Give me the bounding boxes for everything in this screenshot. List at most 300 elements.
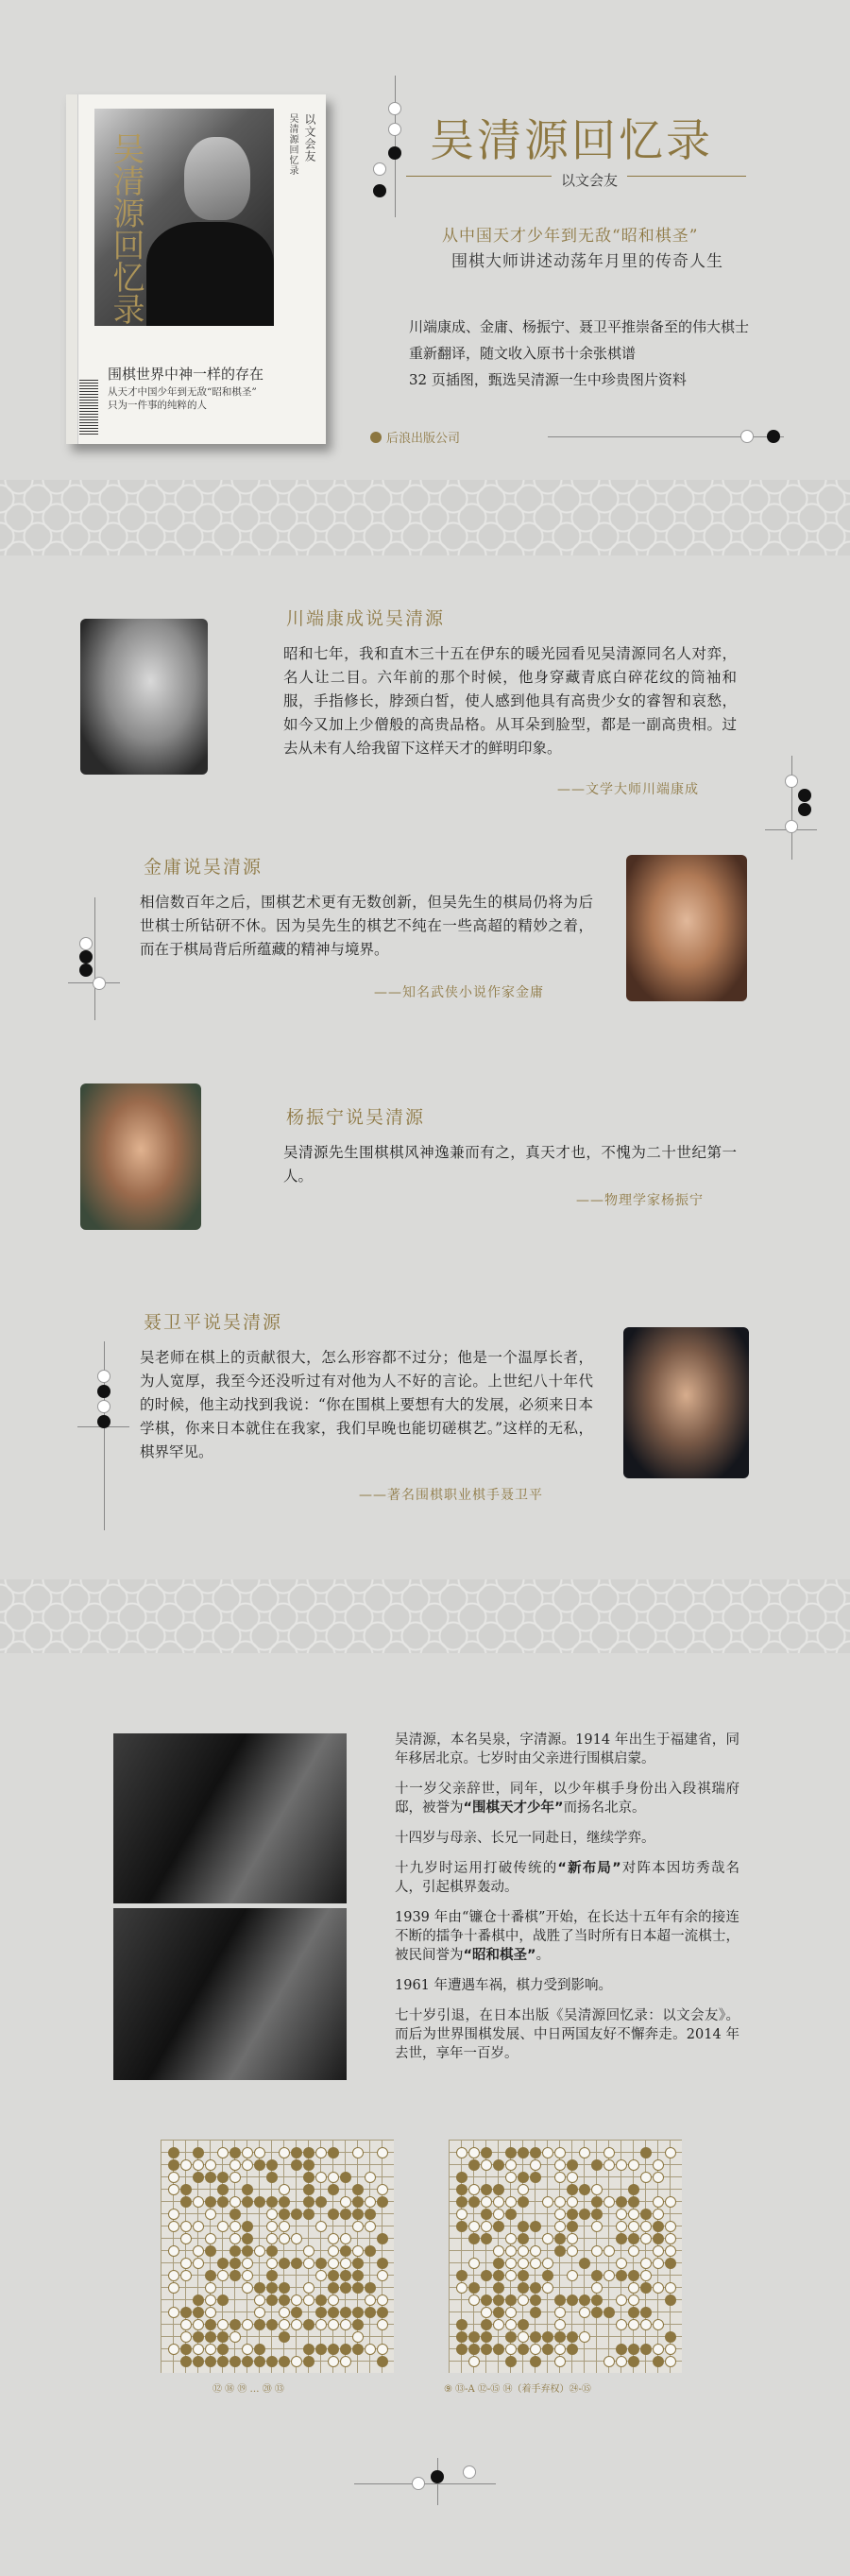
decor-line bbox=[94, 897, 95, 1020]
black-stone-icon bbox=[640, 2147, 652, 2158]
white-stone-icon bbox=[373, 162, 386, 176]
white-stone-icon bbox=[530, 2159, 541, 2171]
black-stone-icon bbox=[217, 2356, 229, 2367]
white-stone-icon bbox=[193, 2196, 204, 2208]
black-stone-icon bbox=[530, 2147, 541, 2158]
quote-signature: ——文学大师川端康成 bbox=[557, 782, 699, 797]
white-stone-icon bbox=[665, 2356, 676, 2367]
black-stone-icon bbox=[230, 2245, 241, 2257]
white-stone-icon bbox=[180, 2270, 192, 2281]
white-stone-icon bbox=[217, 2270, 229, 2281]
black-stone-icon bbox=[97, 1415, 110, 1428]
black-stone-icon bbox=[279, 2282, 290, 2294]
white-stone-icon bbox=[628, 2245, 639, 2257]
black-stone-icon bbox=[616, 2196, 627, 2208]
white-stone-icon bbox=[628, 2282, 639, 2294]
black-stone-icon bbox=[493, 2221, 504, 2232]
black-stone-icon bbox=[303, 2196, 314, 2208]
black-stone-icon bbox=[217, 2258, 229, 2269]
cover-subtitle-line: 只为一件事的纯粹的人 bbox=[108, 400, 207, 411]
quote-signature: ——著名围棋职业棋手聂卫平 bbox=[359, 1488, 543, 1503]
black-stone-icon bbox=[266, 2282, 278, 2294]
white-stone-icon bbox=[365, 2196, 376, 2208]
black-stone-icon bbox=[798, 789, 811, 802]
black-stone-icon bbox=[518, 2233, 529, 2244]
black-stone-icon bbox=[591, 2159, 603, 2171]
bio-text-span: 吴清源，本名吴泉，字清源。1914 年出生于福建省，同年移居北京。七岁时由父亲进行围棋启蒙。 bbox=[395, 1732, 740, 1766]
quote-heading: 聂卫平说吴清源 bbox=[144, 1312, 283, 1333]
black-stone-icon bbox=[640, 2307, 652, 2318]
black-stone-icon bbox=[328, 2270, 339, 2281]
white-stone-icon bbox=[279, 2307, 290, 2318]
bio-highlight: “昭和棋圣” bbox=[463, 1948, 536, 1963]
white-stone-icon bbox=[180, 2221, 192, 2232]
white-stone-icon bbox=[554, 2221, 566, 2232]
black-stone-icon bbox=[493, 2307, 504, 2318]
black-stone-icon bbox=[180, 2196, 192, 2208]
black-stone-icon bbox=[340, 2172, 351, 2183]
white-stone-icon bbox=[530, 2245, 541, 2257]
white-stone-icon bbox=[554, 2307, 566, 2318]
black-stone-icon bbox=[377, 2233, 388, 2244]
black-stone-icon bbox=[352, 2258, 364, 2269]
white-stone-icon bbox=[481, 2159, 492, 2171]
white-stone-icon bbox=[193, 2221, 204, 2232]
decor-line bbox=[354, 2483, 496, 2484]
black-stone-icon bbox=[530, 2172, 541, 2183]
white-stone-icon bbox=[193, 2319, 204, 2330]
white-stone-icon bbox=[205, 2159, 216, 2171]
black-stone-icon bbox=[291, 2209, 302, 2220]
white-stone-icon bbox=[168, 2184, 179, 2195]
black-stone-icon bbox=[628, 2344, 639, 2355]
white-stone-icon bbox=[242, 2258, 253, 2269]
black-stone-icon bbox=[291, 2258, 302, 2269]
bio-paragraph bbox=[395, 2006, 740, 2063]
white-stone-icon bbox=[604, 2245, 615, 2257]
white-stone-icon bbox=[180, 2331, 192, 2343]
white-stone-icon bbox=[567, 2172, 578, 2183]
black-stone-icon bbox=[518, 2319, 529, 2330]
feature-item: 川端康成、金庸、杨振宁、聂卫平推崇备至的伟大棋士 bbox=[409, 318, 750, 335]
black-stone-icon bbox=[328, 2344, 339, 2355]
black-stone-icon bbox=[365, 2307, 376, 2318]
black-stone-icon bbox=[468, 2344, 480, 2355]
white-stone-icon bbox=[505, 2258, 517, 2269]
white-stone-icon bbox=[653, 2172, 664, 2183]
black-stone-icon bbox=[279, 2356, 290, 2367]
black-stone-icon bbox=[315, 2307, 327, 2318]
cover-face bbox=[184, 137, 250, 220]
white-stone-icon bbox=[388, 102, 401, 115]
black-stone-icon bbox=[481, 2344, 492, 2355]
white-stone-icon bbox=[328, 2295, 339, 2306]
black-stone-icon bbox=[542, 2270, 553, 2281]
black-stone-icon bbox=[193, 2147, 204, 2158]
black-stone-icon bbox=[518, 2147, 529, 2158]
white-stone-icon bbox=[205, 2209, 216, 2220]
white-stone-icon bbox=[279, 2233, 290, 2244]
black-stone-icon bbox=[279, 2209, 290, 2220]
white-stone-icon bbox=[554, 2147, 566, 2158]
white-stone-icon bbox=[640, 2270, 652, 2281]
white-stone-icon bbox=[628, 2159, 639, 2171]
black-stone-icon bbox=[205, 2319, 216, 2330]
quote-body: 昭和七年，我和直木三十五在伊东的暖光园看见吴清源同名人对弈，名人让二目。六年前的那个时候，他身穿藏青底白碎花纹的筒袖和服，手指修长，脖颈白皙，使人感到他具有高贵少女的睿智和哀愁，如今又加上少僧般的高贵品格。从耳朵到脸型，都是一副高贵相。过去从未有人给我留下这样天才的鲜明印象。 bbox=[283, 645, 737, 757]
black-stone-icon bbox=[388, 146, 401, 160]
black-stone-icon bbox=[230, 2319, 241, 2330]
white-stone-icon bbox=[518, 2245, 529, 2257]
bio-highlight: “围棋天才少年” bbox=[463, 1800, 564, 1816]
black-stone-icon bbox=[97, 1385, 110, 1398]
white-stone-icon bbox=[591, 2245, 603, 2257]
publisher-name: 后浪出版公司 bbox=[386, 432, 461, 446]
black-stone-icon bbox=[377, 2196, 388, 2208]
tagline-secondary: 围棋大师讲述动荡年月里的传奇人生 bbox=[451, 252, 723, 271]
white-stone-icon bbox=[328, 2356, 339, 2367]
white-stone-icon bbox=[230, 2159, 241, 2171]
white-stone-icon bbox=[785, 820, 798, 833]
white-stone-icon bbox=[315, 2221, 327, 2232]
black-stone-icon bbox=[481, 2147, 492, 2158]
white-stone-icon bbox=[328, 2258, 339, 2269]
kawabata-portrait bbox=[80, 619, 208, 775]
white-stone-icon bbox=[254, 2295, 265, 2306]
feature-item: 重新翻译，随文收入原书十余张棋谱 bbox=[409, 345, 637, 362]
black-stone-icon bbox=[481, 2233, 492, 2244]
white-stone-icon bbox=[640, 2319, 652, 2330]
white-stone-icon bbox=[463, 2465, 476, 2479]
book-spine bbox=[66, 94, 78, 444]
white-stone-icon bbox=[616, 2295, 627, 2306]
black-stone-icon bbox=[591, 2307, 603, 2318]
white-stone-icon bbox=[665, 2221, 676, 2232]
black-stone-icon bbox=[217, 2172, 229, 2183]
cover-vertical-series: 吴清源回忆录 bbox=[287, 113, 298, 176]
black-stone-icon bbox=[628, 2184, 639, 2195]
black-stone-icon bbox=[303, 2159, 314, 2171]
cover-subtitle bbox=[108, 385, 315, 412]
black-stone-icon bbox=[352, 2270, 364, 2281]
black-stone-icon bbox=[616, 2344, 627, 2355]
black-stone-icon bbox=[180, 2356, 192, 2367]
black-stone-icon bbox=[242, 2233, 253, 2244]
quote-heading: 金庸说吴清源 bbox=[144, 857, 264, 878]
black-stone-icon bbox=[205, 2196, 216, 2208]
black-stone-icon bbox=[591, 2270, 603, 2281]
black-stone-icon bbox=[481, 2184, 492, 2195]
white-stone-icon bbox=[665, 2233, 676, 2244]
black-stone-icon bbox=[79, 950, 93, 964]
black-stone-icon bbox=[279, 2258, 290, 2269]
white-stone-icon bbox=[205, 2295, 216, 2306]
bio-paragraph bbox=[395, 1859, 740, 1897]
white-stone-icon bbox=[168, 2172, 179, 2183]
quote-body: 吴老师在棋上的贡献很大，怎么形容都不过分；他是一个温厚长者，为人宽厚，我至今还没听过有对他为人不好的言论。上世纪八十年代的时候，他主动找到我说：“你在围棋上要想有大的发展，必须来日本学棋，你来日本就住在我家，我们早晚也能切磋棋艺。”这样的无私，棋界罕见。 bbox=[140, 1349, 593, 1460]
white-stone-icon bbox=[604, 2356, 615, 2367]
black-stone-icon bbox=[567, 2331, 578, 2343]
black-stone-icon bbox=[328, 2184, 339, 2195]
white-stone-icon bbox=[554, 2172, 566, 2183]
black-stone-icon bbox=[377, 2307, 388, 2318]
black-stone-icon bbox=[628, 2307, 639, 2318]
white-stone-icon bbox=[365, 2295, 376, 2306]
white-stone-icon bbox=[468, 2184, 480, 2195]
black-stone-icon bbox=[542, 2344, 553, 2355]
quote-body: 相信数百年之后，围棋艺术更有无数创新，但吴先生的棋局仍将为后世棋士所钻研不休。因为吴先生的棋艺不纯在一些高超的精妙之着，而在于棋局背后所蕴藏的精神与境界。 bbox=[140, 894, 593, 958]
white-stone-icon bbox=[616, 2209, 627, 2220]
black-stone-icon bbox=[352, 2209, 364, 2220]
black-stone-icon bbox=[266, 2196, 278, 2208]
black-stone-icon bbox=[315, 2258, 327, 2269]
black-stone-icon bbox=[542, 2331, 553, 2343]
black-stone-icon bbox=[254, 2196, 265, 2208]
jinyong-portrait bbox=[626, 855, 747, 1001]
black-stone-icon bbox=[315, 2295, 327, 2306]
white-stone-icon bbox=[365, 2172, 376, 2183]
white-stone-icon bbox=[530, 2344, 541, 2355]
quote-signature: ——知名武侠小说作家金庸 bbox=[374, 985, 544, 1000]
black-stone-icon bbox=[303, 2209, 314, 2220]
quote-heading: 川端康成说吴清源 bbox=[286, 608, 446, 629]
cover-vertical-author: 以文会友 bbox=[303, 113, 316, 162]
black-stone-icon bbox=[352, 2282, 364, 2294]
white-stone-icon bbox=[79, 937, 93, 950]
black-stone-icon bbox=[468, 2282, 480, 2294]
black-stone-icon bbox=[505, 2356, 517, 2367]
black-stone-icon bbox=[798, 803, 811, 816]
white-stone-icon bbox=[303, 2295, 314, 2306]
bio-text-span: 十九岁时运用打破传统的 bbox=[395, 1861, 558, 1876]
white-stone-icon bbox=[279, 2319, 290, 2330]
white-stone-icon bbox=[291, 2319, 302, 2330]
white-stone-icon bbox=[328, 2319, 339, 2330]
white-stone-icon bbox=[377, 2147, 388, 2158]
white-stone-icon bbox=[481, 2307, 492, 2318]
black-stone-icon bbox=[591, 2196, 603, 2208]
white-stone-icon bbox=[518, 2184, 529, 2195]
white-stone-icon bbox=[180, 2258, 192, 2269]
black-stone-icon bbox=[567, 2344, 578, 2355]
black-stone-icon bbox=[456, 2184, 468, 2195]
white-stone-icon bbox=[481, 2221, 492, 2232]
black-stone-icon bbox=[328, 2282, 339, 2294]
black-stone-icon bbox=[554, 2331, 566, 2343]
black-stone-icon bbox=[340, 2282, 351, 2294]
black-stone-icon bbox=[518, 2196, 529, 2208]
white-stone-icon bbox=[193, 2245, 204, 2257]
black-stone-icon bbox=[303, 2184, 314, 2195]
white-stone-icon bbox=[242, 2319, 253, 2330]
bio-text-span: 而扬名北京。 bbox=[563, 1800, 646, 1816]
black-stone-icon bbox=[168, 2147, 179, 2158]
black-stone-icon bbox=[456, 2319, 468, 2330]
white-stone-icon bbox=[665, 2245, 676, 2257]
black-stone-icon bbox=[193, 2356, 204, 2367]
black-stone-icon bbox=[468, 2196, 480, 2208]
white-stone-icon bbox=[97, 1370, 110, 1383]
white-stone-icon bbox=[554, 2159, 566, 2171]
black-stone-icon bbox=[340, 2209, 351, 2220]
white-stone-icon bbox=[604, 2270, 615, 2281]
white-stone-icon bbox=[518, 2295, 529, 2306]
white-stone-icon bbox=[254, 2147, 265, 2158]
white-stone-icon bbox=[542, 2196, 553, 2208]
black-stone-icon bbox=[505, 2147, 517, 2158]
white-stone-icon bbox=[352, 2331, 364, 2343]
black-stone-icon bbox=[481, 2270, 492, 2281]
white-stone-icon bbox=[230, 2172, 241, 2183]
white-stone-icon bbox=[740, 430, 754, 443]
black-stone-icon bbox=[518, 2221, 529, 2232]
black-stone-icon bbox=[365, 2282, 376, 2294]
bio-paragraph bbox=[395, 1780, 740, 1817]
black-stone-icon bbox=[493, 2282, 504, 2294]
bio-paragraph bbox=[395, 1731, 740, 1768]
white-stone-icon bbox=[230, 2331, 241, 2343]
bio-photo-bottom bbox=[113, 1908, 347, 2080]
white-stone-icon bbox=[468, 2356, 480, 2367]
white-stone-icon bbox=[168, 2344, 179, 2355]
white-stone-icon bbox=[242, 2344, 253, 2355]
black-stone-icon bbox=[352, 2196, 364, 2208]
white-stone-icon bbox=[352, 2245, 364, 2257]
white-stone-icon bbox=[377, 2184, 388, 2195]
black-stone-icon bbox=[518, 2270, 529, 2281]
black-stone-icon bbox=[242, 2196, 253, 2208]
white-stone-icon bbox=[604, 2159, 615, 2171]
white-stone-icon bbox=[93, 977, 106, 990]
white-stone-icon bbox=[640, 2258, 652, 2269]
black-stone-icon bbox=[604, 2307, 615, 2318]
black-stone-icon bbox=[493, 2159, 504, 2171]
black-stone-icon bbox=[242, 2184, 253, 2195]
pattern-band bbox=[0, 480, 850, 555]
black-stone-icon bbox=[554, 2245, 566, 2257]
bio-text-span: 1961 年遭遇车祸，棋力受到影响。 bbox=[395, 1978, 613, 1993]
black-stone-icon bbox=[230, 2147, 241, 2158]
black-stone-icon bbox=[217, 2184, 229, 2195]
white-stone-icon bbox=[616, 2356, 627, 2367]
white-stone-icon bbox=[542, 2282, 553, 2294]
white-stone-icon bbox=[579, 2331, 590, 2343]
black-stone-icon bbox=[193, 2172, 204, 2183]
black-stone-icon bbox=[628, 2356, 639, 2367]
black-stone-icon bbox=[481, 2295, 492, 2306]
cover-title: 吴清源回忆录 bbox=[107, 132, 144, 325]
bio-text-span: 十一岁父亲辞世，同年，以少年棋手身份出入段祺瑞府邸，被誉为 bbox=[395, 1782, 740, 1816]
white-stone-icon bbox=[456, 2209, 468, 2220]
black-stone-icon bbox=[567, 2221, 578, 2232]
black-stone-icon bbox=[193, 2307, 204, 2318]
black-stone-icon bbox=[205, 2245, 216, 2257]
white-stone-icon bbox=[217, 2221, 229, 2232]
white-stone-icon bbox=[653, 2159, 664, 2171]
white-stone-icon bbox=[242, 2147, 253, 2158]
white-stone-icon bbox=[665, 2196, 676, 2208]
white-stone-icon bbox=[193, 2258, 204, 2269]
black-stone-icon bbox=[518, 2172, 529, 2183]
white-stone-icon bbox=[303, 2258, 314, 2269]
black-stone-icon bbox=[554, 2295, 566, 2306]
black-stone-icon bbox=[340, 2245, 351, 2257]
white-stone-icon bbox=[493, 2319, 504, 2330]
black-stone-icon bbox=[205, 2331, 216, 2343]
white-stone-icon bbox=[193, 2159, 204, 2171]
black-stone-icon bbox=[193, 2331, 204, 2343]
black-stone-icon bbox=[554, 2233, 566, 2244]
black-stone-icon bbox=[616, 2270, 627, 2281]
white-stone-icon bbox=[180, 2319, 192, 2330]
cover-slogan: 围棋世界中神一样的存在 bbox=[108, 366, 264, 383]
white-stone-icon bbox=[230, 2196, 241, 2208]
barcode-icon bbox=[79, 378, 98, 435]
black-stone-icon bbox=[665, 2331, 676, 2343]
black-stone-icon bbox=[518, 2282, 529, 2294]
black-stone-icon bbox=[266, 2159, 278, 2171]
white-stone-icon bbox=[628, 2221, 639, 2232]
black-stone-icon bbox=[567, 2295, 578, 2306]
quote-heading: 杨振宁说吴清源 bbox=[286, 1107, 426, 1128]
white-stone-icon bbox=[315, 2270, 327, 2281]
feature-item: 32 页插图，甄选吴清源一生中珍贵图片资料 bbox=[409, 371, 687, 388]
bio-text bbox=[395, 1731, 740, 2074]
black-stone-icon bbox=[456, 2270, 468, 2281]
black-stone-icon bbox=[291, 2307, 302, 2318]
black-stone-icon bbox=[767, 430, 780, 443]
white-stone-icon bbox=[168, 2282, 179, 2294]
black-stone-icon bbox=[303, 2344, 314, 2355]
black-stone-icon bbox=[530, 2221, 541, 2232]
black-stone-icon bbox=[481, 2209, 492, 2220]
white-stone-icon bbox=[628, 2209, 639, 2220]
white-stone-icon bbox=[291, 2295, 302, 2306]
white-stone-icon bbox=[193, 2344, 204, 2355]
white-stone-icon bbox=[653, 2319, 664, 2330]
cover-coat bbox=[146, 222, 274, 326]
white-stone-icon bbox=[303, 2282, 314, 2294]
black-stone-icon bbox=[468, 2233, 480, 2244]
black-stone-icon bbox=[254, 2344, 265, 2355]
white-stone-icon bbox=[653, 2258, 664, 2269]
white-stone-icon bbox=[377, 2295, 388, 2306]
black-stone-icon bbox=[230, 2258, 241, 2269]
black-stone-icon bbox=[303, 2147, 314, 2158]
quote-signature: ——物理学家杨振宁 bbox=[576, 1193, 704, 1208]
black-stone-icon bbox=[591, 2209, 603, 2220]
black-stone-icon bbox=[567, 2209, 578, 2220]
white-stone-icon bbox=[653, 2344, 664, 2355]
black-stone-icon bbox=[365, 2209, 376, 2220]
white-stone-icon bbox=[266, 2258, 278, 2269]
white-stone-icon bbox=[518, 2331, 529, 2343]
white-stone-icon bbox=[328, 2172, 339, 2183]
bio-paragraph bbox=[395, 1829, 740, 1848]
black-stone-icon bbox=[315, 2344, 327, 2355]
white-stone-icon bbox=[377, 2319, 388, 2330]
white-stone-icon bbox=[505, 2159, 517, 2171]
black-stone-icon bbox=[340, 2307, 351, 2318]
white-stone-icon bbox=[628, 2295, 639, 2306]
black-stone-icon bbox=[579, 2209, 590, 2220]
white-stone-icon bbox=[554, 2319, 566, 2330]
publisher-label bbox=[370, 428, 460, 446]
white-stone-icon bbox=[205, 2282, 216, 2294]
tagline-primary: 从中国天才少年到无敌“昭和棋圣” bbox=[442, 227, 699, 246]
black-stone-icon bbox=[352, 2307, 364, 2318]
black-stone-icon bbox=[640, 2282, 652, 2294]
white-stone-icon bbox=[266, 2221, 278, 2232]
